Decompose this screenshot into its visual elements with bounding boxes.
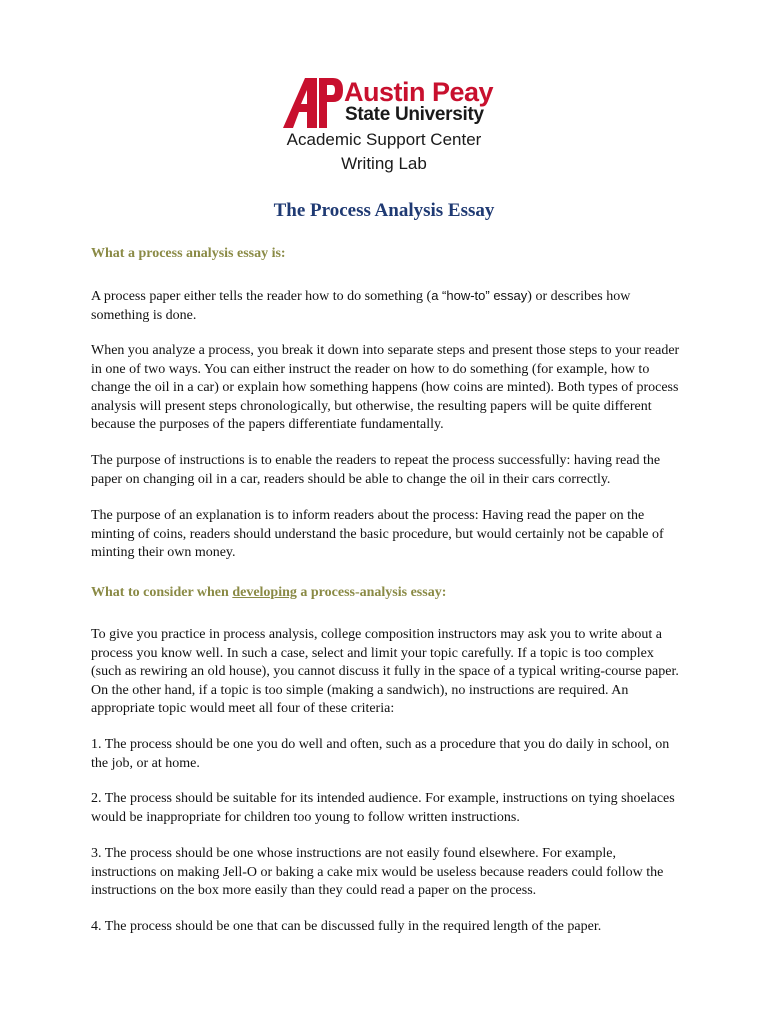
paragraph-intro-after: ) or describes how something is done.	[91, 289, 631, 323]
section-heading-what-to-consider	[91, 585, 446, 601]
logo-line-state-university: State University	[345, 104, 484, 125]
heading-underlined: developing	[232, 585, 297, 600]
paragraph-intro	[91, 287, 681, 325]
criteria-item: 2. The process should be suitable for its intended audience. For example, instructions on tying shoelaces would be inappropriate for children too young to follow written instructions.	[91, 791, 675, 825]
section-heading-what-is: What a process analysis essay is:	[91, 246, 286, 261]
paragraph-explanation-purpose: The purpose of an explanation is to inform readers about the process: Having read the paper on the minting of coins, readers should understand the basic procedure, but would certainly not be capable of minting their own money.	[91, 508, 664, 560]
apsu-monogram-icon	[283, 76, 343, 128]
paragraph-instructions-purpose: The purpose of instructions is to enable the readers to repeat the process successfully: having read the paper on changing oil in a car, readers should be able to change the oil in their cars correctly.	[91, 453, 661, 487]
logo-line-writing-lab: Writing Lab	[341, 154, 427, 173]
criteria-item: 1. The process should be one you do well and often, such as a procedure that you do daily in school, on the job, or at home.	[91, 737, 670, 771]
paragraph-analyze: When you analyze a process, you break it down into separate steps and present those steps to your reader in one of two ways. You can either instruct the reader on how to do something (for example, how to change the oil in a car) or explain how something happens (how coins are minted). Both types of process analysis will present steps chronologically, but otherwise, the resulting papers will be quite different because the purposes of the papers differentiate fundamentally.	[91, 343, 680, 432]
criteria-item: 3. The process should be one whose instructions are not easily found elsewhere. For example, instructions on making Jell-O or baking a cake mix would be useless because readers could follow the instructions on the box more easily than they could read a paper on the process.	[91, 846, 664, 898]
criteria-item: 4. The process should be one that can be discussed fully in the required length of the paper.	[91, 919, 602, 934]
logo-line-austin-peay: Austin Peay	[344, 77, 494, 107]
logo-line-academic-support: Academic Support Center	[286, 130, 482, 149]
page-title: The Process Analysis Essay	[273, 200, 495, 221]
heading-after: a process-analysis essay:	[296, 585, 447, 600]
paragraph-intro-quote: a “how-to” essay	[431, 288, 528, 303]
paragraph-practice: To give you practice in process analysis, college composition instructors may ask you to write about a process you know well. In such a case, select and limit your topic carefully. If a topic is too complex (such as rewiring an old house), you cannot discuss it fully in the space of a typical writing-course paper. On the other hand, if a topic is too simple (making a sandwich), no instructions are required. An appropriate topic would meet all four of these criteria:	[91, 627, 679, 716]
heading-before: What to consider when	[91, 585, 233, 600]
paragraph-intro-before: A process paper either tells the reader how to do something (	[91, 289, 432, 304]
